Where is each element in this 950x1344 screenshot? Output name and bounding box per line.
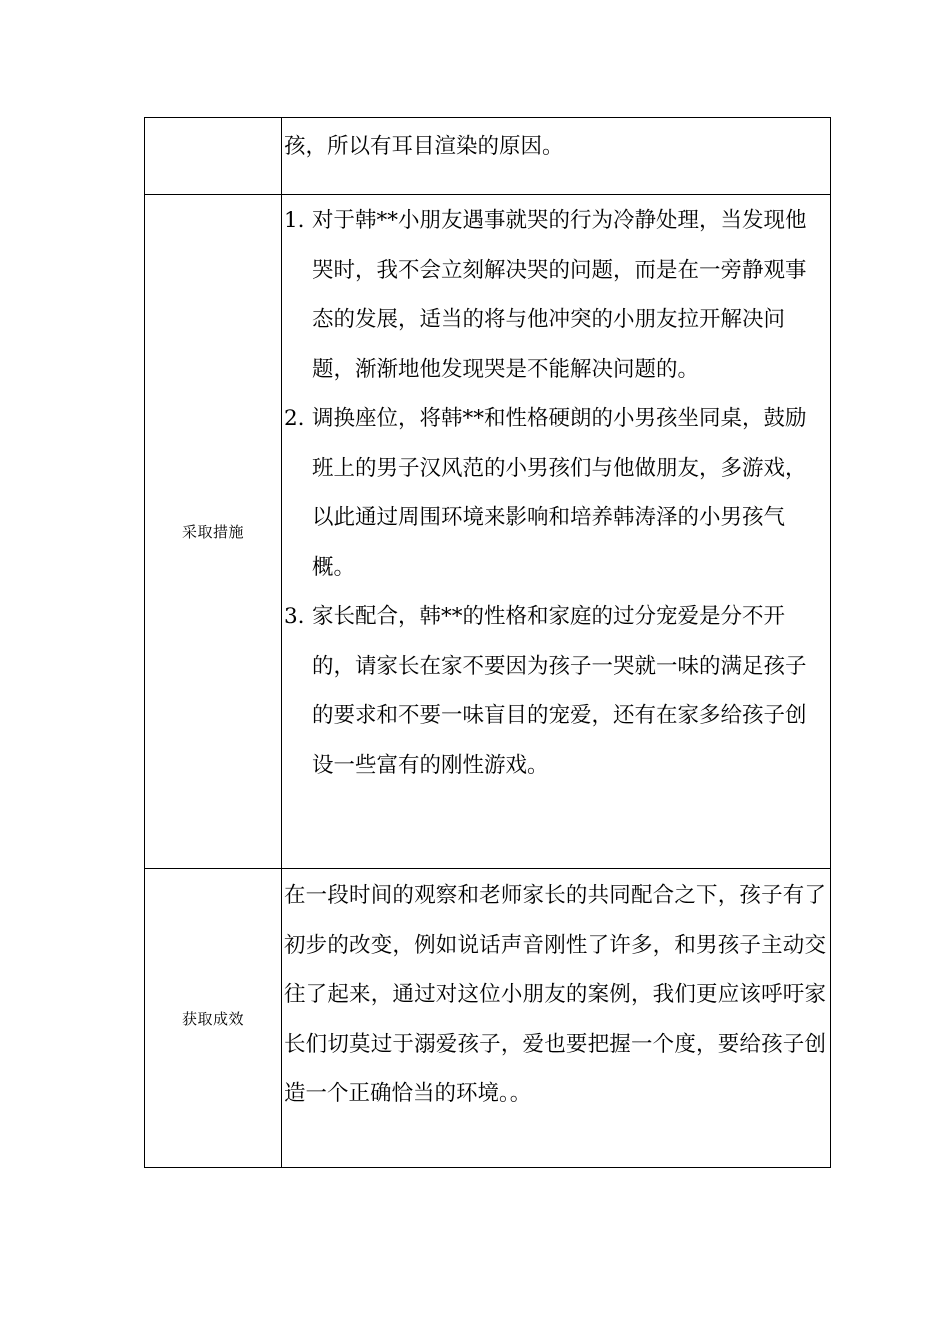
list-item [282,592,830,790]
measures-cell [282,195,831,869]
list-item-text: 家长配合，韩**的性格和家庭的过分宠爱是分不开的，请家长在家不要因为孩子一哭就一味的满足孩子的要求和不要一味盲目的宠爱，还有在家多给孩子创设一些富有的刚性游戏。 [312,604,807,778]
row-label-empty [145,118,282,195]
list-item-number: 2. [284,406,305,431]
list-item-text: 对于韩**小朋友遇事就哭的行为冷静处理，当发现他哭时，我不会立刻解决哭的问题，而是在一旁静观事态的发展，适当的将与他冲突的小朋友拉开解决问题，渐渐地他发现哭是不能解决问题的。 [312,208,807,382]
table-row-results [145,869,831,1168]
continued-text: 孩，所以有耳目渲染的原因。 [284,134,564,159]
row-label-results: 获取成效 [145,869,282,1168]
list-item-number: 3. [284,604,305,629]
list-item-text: 调换座位，将韩**和性格硬朗的小男孩坐同桌，鼓励班上的男子汉风范的小男孩们与他做朋友，多游戏，以此通过周围环境来影响和培养韩涛泽的小男孩气概。 [312,406,807,580]
table-row-measures [145,195,831,869]
measures-list [282,195,830,790]
list-item [282,394,830,592]
results-cell [282,869,831,1168]
list-item [282,196,830,394]
continued-text-cell [282,118,831,195]
list-item-number: 1. [284,208,305,233]
case-record-table [144,117,831,1168]
row-label-measures: 采取措施 [145,195,282,869]
table-row-continued [145,118,831,195]
results-text: 在一段时间的观察和老师家长的共同配合之下，孩子有了初步的改变，例如说话声音刚性了许多，和男孩子主动交往了起来，通过对这位小朋友的案例，我们更应该呼吁家长们切莫过于溺爱孩子，爱也要把握一个度，要给孩子创造一个正确恰当的环境。。 [284,883,826,1106]
